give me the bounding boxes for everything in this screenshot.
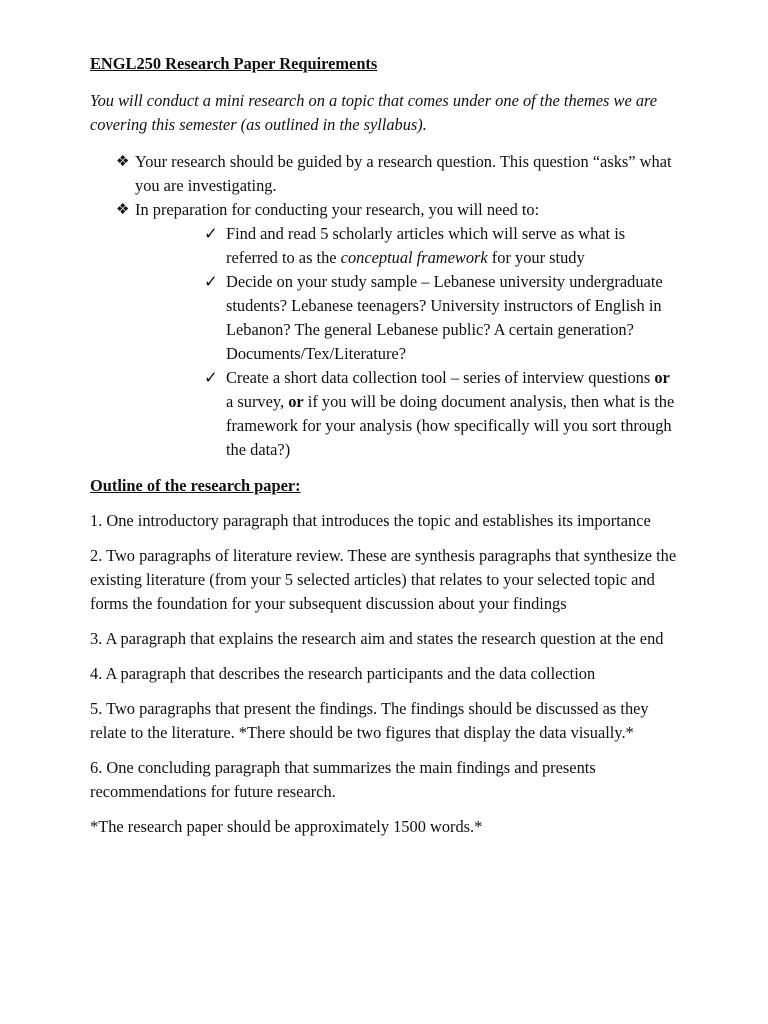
checklist-text: Decide on your study sample – Lebanese university undergraduate students? Lebanese teenagers? University instructors of English in Lebanon? The general Lebanese public? A certain generation? Documents/Tex/Literature? (226, 272, 663, 363)
outline-paragraph: 3. A paragraph that explains the research aim and states the research question at the end (90, 629, 664, 648)
outline-paragraph: 1. One introductory paragraph that introduces the topic and establishes its importance (90, 511, 651, 530)
preparation-checklist (116, 222, 680, 462)
outline-paragraph: 4. A paragraph that describes the research participants and the data collection (90, 664, 596, 683)
diamond-bullet-icon: ❖ (116, 154, 130, 170)
document-title: ENGL250 Research Paper Requirements (90, 54, 378, 73)
checklist-item (204, 366, 680, 462)
outline-paragraph: 2. Two paragraphs of literature review. These are synthesis paragraphs that synthesize the existing literature (from your 5 selected articles) that relates to your selected topic and forms the foundation for your subsequent discussion about your findings (90, 546, 677, 613)
or-emphasis: or (654, 368, 670, 387)
checklist-text (226, 366, 680, 462)
checkmark-icon: ✓ (204, 272, 218, 291)
requirements-list (90, 150, 680, 462)
checklist-text-part: for your study (487, 248, 585, 267)
checklist-item (204, 270, 680, 366)
requirement-text: In preparation for conducting your research, you will need to: (135, 200, 540, 219)
checklist-text-part: a survey, (226, 392, 289, 411)
requirement-item (116, 198, 680, 222)
conceptual-framework-emphasis: conceptual framework (340, 248, 488, 267)
diamond-bullet-icon: ❖ (116, 202, 130, 218)
outline-paragraph: 6. One concluding paragraph that summarizes the main findings and presents recommendations for future research. (90, 758, 596, 801)
word-count-note: *The research paper should be approximately 1500 words.* (90, 817, 483, 836)
outline-heading: Outline of the research paper: (90, 476, 301, 495)
checkmark-icon: ✓ (204, 368, 218, 387)
checklist-text-part: if you will be doing document analysis, then what is the framework for your analysis (how specifically will you sort through the data?) (226, 392, 675, 459)
intro-paragraph: You will conduct a mini research on a topic that comes under one of the themes we are covering this semester (as outlined in the syllabus). (90, 91, 658, 134)
checklist-text-part: Create a short data collection tool – series of interview questions (226, 368, 655, 387)
outline-paragraph: 5. Two paragraphs that present the findings. The findings should be discussed as they relate to the literature. *There should be two figures that display the data visually.* (90, 699, 649, 742)
checkmark-icon: ✓ (204, 224, 218, 243)
requirement-item (116, 150, 680, 198)
checklist-text-part: Find and read 5 scholarly articles which will serve as what is referred to as the (226, 224, 626, 267)
or-emphasis: or (288, 392, 304, 411)
checklist-item (204, 222, 680, 270)
requirement-text: Your research should be guided by a research question. This question “asks” what you are investigating. (135, 152, 672, 195)
checklist-text (226, 222, 680, 270)
